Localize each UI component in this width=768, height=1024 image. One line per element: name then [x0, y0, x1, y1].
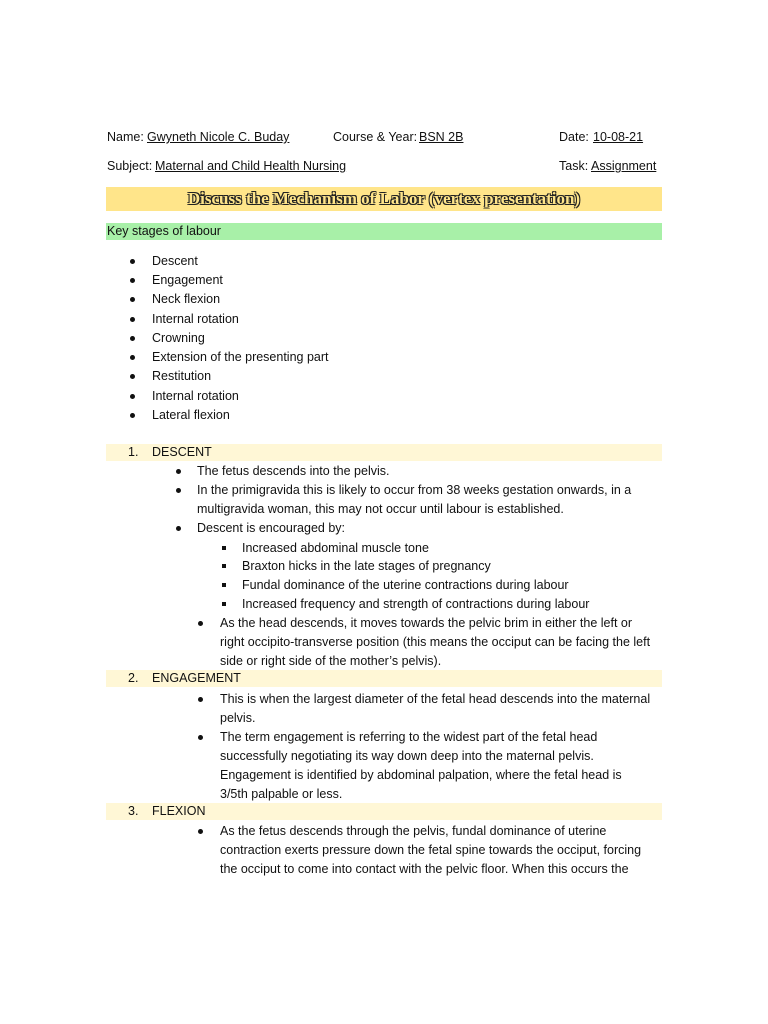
- section-number: 3.: [128, 804, 139, 818]
- section-heading-engagement: [106, 670, 662, 687]
- paragraph-line: As the fetus descends through the pelvis, fundal dominance of uterine: [220, 824, 607, 838]
- list-item: Fundal dominance of the uterine contractions during labour: [242, 578, 569, 592]
- key-stages-banner: [106, 223, 662, 240]
- bullet-icon: [130, 336, 135, 341]
- bullet-icon: [176, 526, 181, 531]
- section-title: ENGAGEMENT: [152, 671, 241, 685]
- list-item: Neck flexion: [152, 292, 221, 306]
- list-item: Increased abdominal muscle tone: [242, 541, 429, 555]
- paragraph-line: Descent is encouraged by:: [197, 521, 346, 535]
- square-bullet-icon: [222, 546, 226, 550]
- paragraph-line: The term engagement is referring to the widest part of the fetal head: [220, 730, 598, 744]
- square-bullet-icon: [222, 602, 226, 606]
- paragraph-line: In the primigravida this is likely to occur from 38 weeks gestation onwards, in a: [197, 483, 632, 497]
- bullet-icon: [130, 355, 135, 360]
- bullet-icon: [198, 735, 203, 740]
- name-value: Gwyneth Nicole C. Buday: [147, 130, 290, 144]
- course-label: Course & Year:: [333, 130, 418, 144]
- list-item: Crowning: [152, 331, 205, 345]
- bullet-icon: [198, 829, 203, 834]
- section-number: 1.: [128, 445, 139, 459]
- paragraph-line: right occipito-transverse position (this means the occiput can be facing the left: [220, 635, 651, 649]
- section-heading-descent: [106, 444, 662, 461]
- list-item: Engagement: [152, 273, 223, 287]
- section-title: DESCENT: [152, 445, 212, 459]
- title-banner: [106, 187, 662, 211]
- date-label: Date:: [559, 130, 589, 144]
- list-item: Descent: [152, 254, 198, 268]
- paragraph-line: pelvis.: [220, 711, 256, 725]
- bullet-icon: [130, 278, 135, 283]
- key-stages-heading: Key stages of labour: [107, 224, 221, 238]
- bullet-icon: [198, 621, 203, 626]
- paragraph-line: successfully negotiating its way down deep into the maternal pelvis.: [220, 749, 594, 763]
- header-row-2: [107, 157, 662, 175]
- section-heading-flexion: [106, 803, 662, 820]
- square-bullet-icon: [222, 564, 226, 568]
- section-title: FLEXION: [152, 804, 206, 818]
- bullet-icon: [176, 469, 181, 474]
- document-title: Discuss the Mechanism of Labor (vertex presentation): [187, 189, 581, 208]
- bullet-icon: [176, 488, 181, 493]
- subject-label: Subject:: [107, 159, 153, 173]
- paragraph-line: side or right side of the mother’s pelvis).: [220, 654, 442, 668]
- list-item: Increased frequency and strength of contractions during labour: [242, 597, 590, 611]
- task-label: Task:: [559, 159, 589, 173]
- list-item: Braxton hicks in the late stages of pregnancy: [242, 559, 491, 573]
- bullet-icon: [130, 394, 135, 399]
- bullet-icon: [130, 259, 135, 264]
- list-item: Internal rotation: [152, 312, 239, 326]
- bullet-icon: [130, 317, 135, 322]
- course-value: BSN 2B: [419, 130, 464, 144]
- paragraph-line: the occiput to come into contact with the pelvic floor. When this occurs the: [220, 862, 629, 876]
- section-number: 2.: [128, 671, 139, 685]
- paragraph-line: Engagement is identified by abdominal palpation, where the fetal head is: [220, 768, 622, 782]
- square-bullet-icon: [222, 583, 226, 587]
- list-item: Internal rotation: [152, 389, 239, 403]
- name-label: Name:: [107, 130, 144, 144]
- bullet-icon: [130, 413, 135, 418]
- list-item: Extension of the presenting part: [152, 350, 329, 364]
- bullet-icon: [198, 697, 203, 702]
- paragraph-line: This is when the largest diameter of the fetal head descends into the maternal: [220, 692, 651, 706]
- paragraph-line: The fetus descends into the pelvis.: [197, 464, 390, 478]
- bullet-icon: [130, 374, 135, 379]
- paragraph-line: contraction exerts pressure down the fetal spine towards the occiput, forcing: [220, 843, 642, 857]
- paragraph-line: 3/5th palpable or less.: [220, 787, 343, 801]
- list-item: Restitution: [152, 369, 212, 383]
- date-value: 10-08-21: [593, 130, 644, 144]
- header-row-1: [107, 128, 662, 146]
- subject-value: Maternal and Child Health Nursing: [155, 159, 347, 173]
- task-value: Assignment: [591, 159, 657, 173]
- bullet-icon: [130, 297, 135, 302]
- paragraph-line: As the head descends, it moves towards the pelvic brim in either the left or: [220, 616, 633, 630]
- paragraph-line: multigravida woman, this may not occur until labour is established.: [197, 502, 564, 516]
- list-item: Lateral flexion: [152, 408, 230, 422]
